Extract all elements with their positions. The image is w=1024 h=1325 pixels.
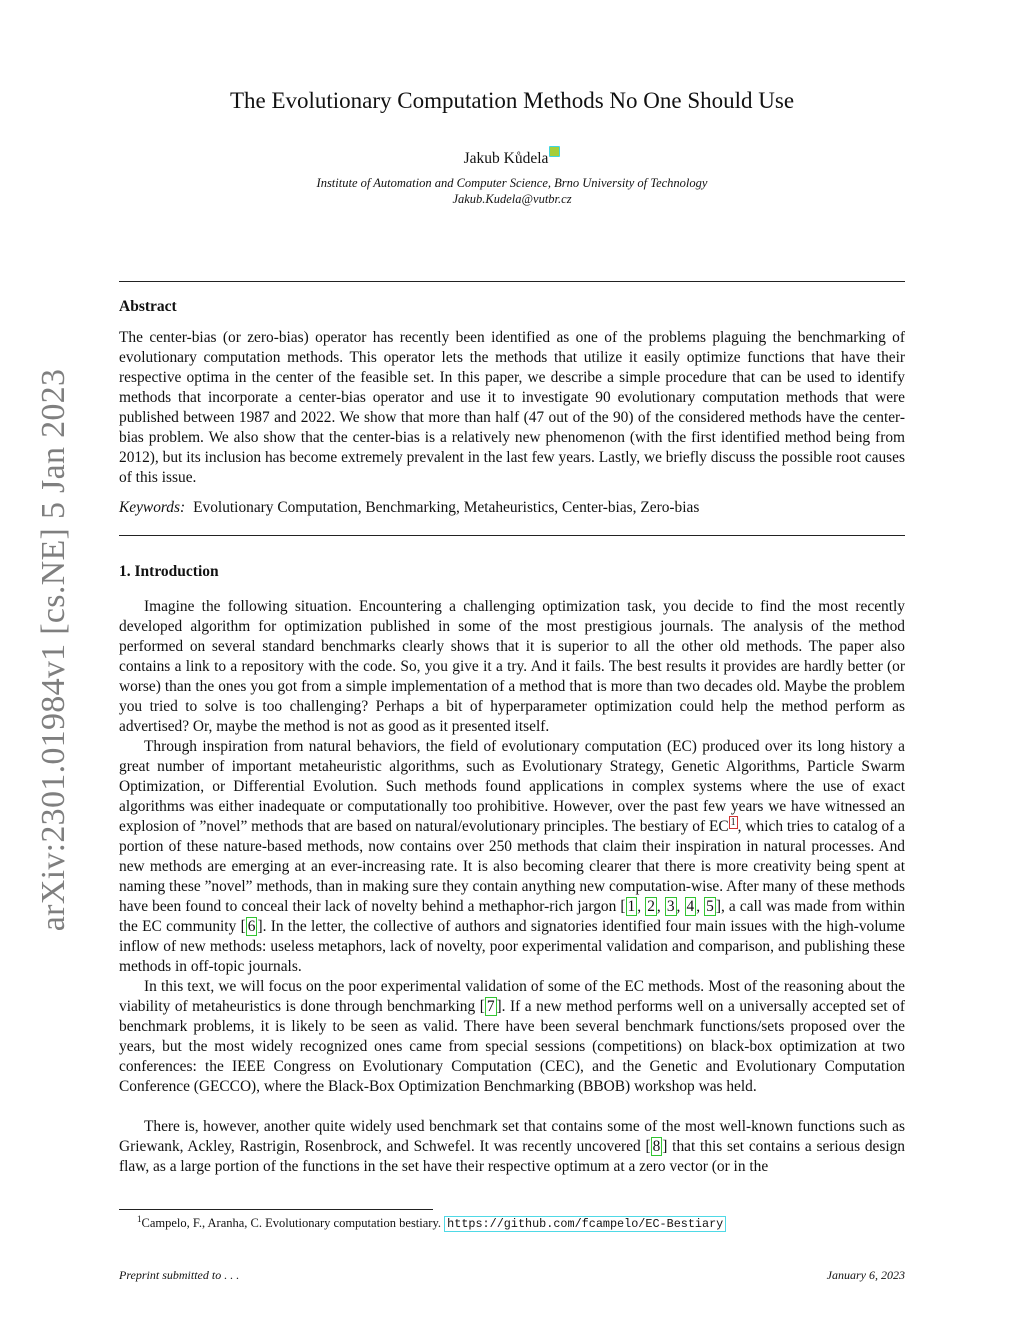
citation-4[interactable]: 4: [686, 898, 695, 915]
footnote-mark: 1: [137, 1214, 142, 1224]
intro-paragraph-4: There is, however, another quite widely used benchmark set that contains some of the most well-known functions such as Griewank, Ackley, Rastrigin, Rosenbrock, and Schwefel. It was recently uncovered [ 8 ] that this set contains a serious design flaw, as a large portion of the functions in the set have their respective optimum at a zero vector (or in the: [119, 1118, 905, 1175]
citation-8[interactable]: 8: [652, 1138, 661, 1155]
intro-paragraph-1: Imagine the following situation. Encountering a challenging optimization task, you decide to find the most recently developed algorithm for optimization published in some of the most prestigious journals. The analysis of the method performed on several standard benchmarks clearly shows that it is superior to all the other old methods. The paper also contains a link to a repository with the code. So, you give it a try. And it fails. The best results it provides are hardly better (or worse) than the ones you got from a simple implementation of a method that is more than two decades old. Maybe the problem you tried to solve is too challenging? Perhaps a bit of hyperparameter optimization could help the method perform as advertised? Or, maybe the method is not as good as it presented itself.: [119, 598, 905, 735]
abstract-top-rule: [119, 281, 905, 282]
footnote-text: Campelo, F., Aranha, C. Evolutionary computation bestiary.: [141, 1216, 445, 1231]
footnote-url-link[interactable]: https://github.com/fcampelo/EC-Bestiary: [444, 1216, 726, 1232]
author-name: Jakub Kůdela: [463, 150, 549, 168]
keywords-line: [119, 499, 699, 517]
intro-paragraph-3: In this text, we will focus on the poor experimental validation of some of the EC methods. Most of the reasoning about the viability of metaheuristics is done through benchmarking [ 7 ]. If a new method performs well on a universally accepted set of benchmark problems, it is likely to be seen as valid. There have been several benchmark functions/sets proposed over the years, but the most widely recognized ones came from special sessions (competitions) on black-box optimization at two conferences: the IEEE Congress on Evolutionary Computation (CEC), and the Genetic and Evolutionary Computation Conference (GECCO), where the Black-Box Optimization Benchmarking (BBOB) workshop was held.: [119, 978, 905, 1095]
arxiv-stamp: [34, 370, 74, 930]
abstract-text: The center-bias (or zero-bias) operator has recently been identified as one of the problems plaguing the benchmarking of evolutionary computation methods. This operator lets the methods that utilize it easily optimize functions that have their respective optima in the center of the feasible set. In this paper, we describe a simple procedure that can be used to identify methods that incorporate a center-bias operator and use it to investigate 90 evolutionary computation methods that were published between 1987 and 2022. We show that more than half (47 out of the 90) of the considered methods have the center-bias problem. We also show that the center-bias is a relatively new phenomenon (with the first identified method being from 2012), but its inclusion has become extremely prevalent in the last few years. Lastly, we briefly discuss the possible root causes of this issue.: [119, 329, 905, 486]
section-heading-introduction: 1. Introduction: [119, 563, 219, 580]
keywords-label: Keywords:: [119, 499, 186, 516]
abstract-bottom-rule: [119, 535, 905, 536]
author-line: [0, 146, 1024, 168]
citation-6[interactable]: 6: [247, 918, 256, 935]
footnote-rule: [119, 1209, 433, 1210]
citation-5[interactable]: 5: [706, 898, 714, 915]
keywords-list: Evolutionary Computation, Benchmarking, Metaheuristics, Center-bias, Zero-bias: [193, 499, 700, 516]
author-email[interactable]: Jakub.Kudela@vutbr.cz: [452, 191, 572, 206]
citation-3[interactable]: 3: [666, 898, 675, 915]
arxiv-stamp-text: arXiv:2301.01984v1 [cs.NE] 5 Jan 2023: [35, 368, 72, 932]
paper-title: The Evolutionary Computation Methods No One Should Use: [229, 88, 795, 113]
footer-date: January 6, 2023: [826, 1268, 905, 1282]
abstract-heading: Abstract: [119, 298, 177, 315]
affiliation: Institute of Automation and Computer Science, Brno University of Technology: [316, 176, 708, 190]
citation-1[interactable]: 1: [627, 898, 636, 915]
orcid-icon[interactable]: [549, 146, 560, 157]
affiliation-block: [0, 176, 1024, 207]
citation-2[interactable]: 2: [647, 898, 655, 915]
citation-7[interactable]: 7: [486, 998, 495, 1015]
intro-paragraph-2: Through inspiration from natural behaviors, the field of evolutionary computation (EC) produced over its long history a great number of important metaheuristic algorithms, such as Evolutionary Strategy, Genetic Algorithms, Particle Swarm Optimization, or Differential Evolution. Such methods found applications in complex systems where the use of exact algorithms was either inadequate or computationally too prohibitive. However, over the past few years we have witnessed an explosion of ”novel” methods that are based on natural/evolutionary principles. The bestiary of EC $^1$ , which tries to catalog of a portion of these nature-based methods, now contains over 250 methods that claim their inspiration in natural processes. And new methods are emerging at an ever-increasing rate. It is also becoming clearer that there is more creativity being spent at naming these ”novel” methods, than in making sure they contain anything new computation-wise. After many of these methods have been found to conceal their lack of novelty behind a methaphor-rich jargon [ 1 , 2 , 3 , 4 , 5 ], a call was made from within the EC community [ 6 ]. In the letter, the collective of authors and signatories identified four main issues with the high-volume inflow of new methods: useless metaphors, lack of novelty, poor experimental validation and comparison, and publishing these methods in off-topic journals.: [119, 738, 905, 975]
footnote-1: [137, 1214, 726, 1231]
footer-preprint-note: Preprint submitted to . . .: [119, 1268, 240, 1282]
footnote-ref-1[interactable]: 1: [730, 816, 736, 828]
